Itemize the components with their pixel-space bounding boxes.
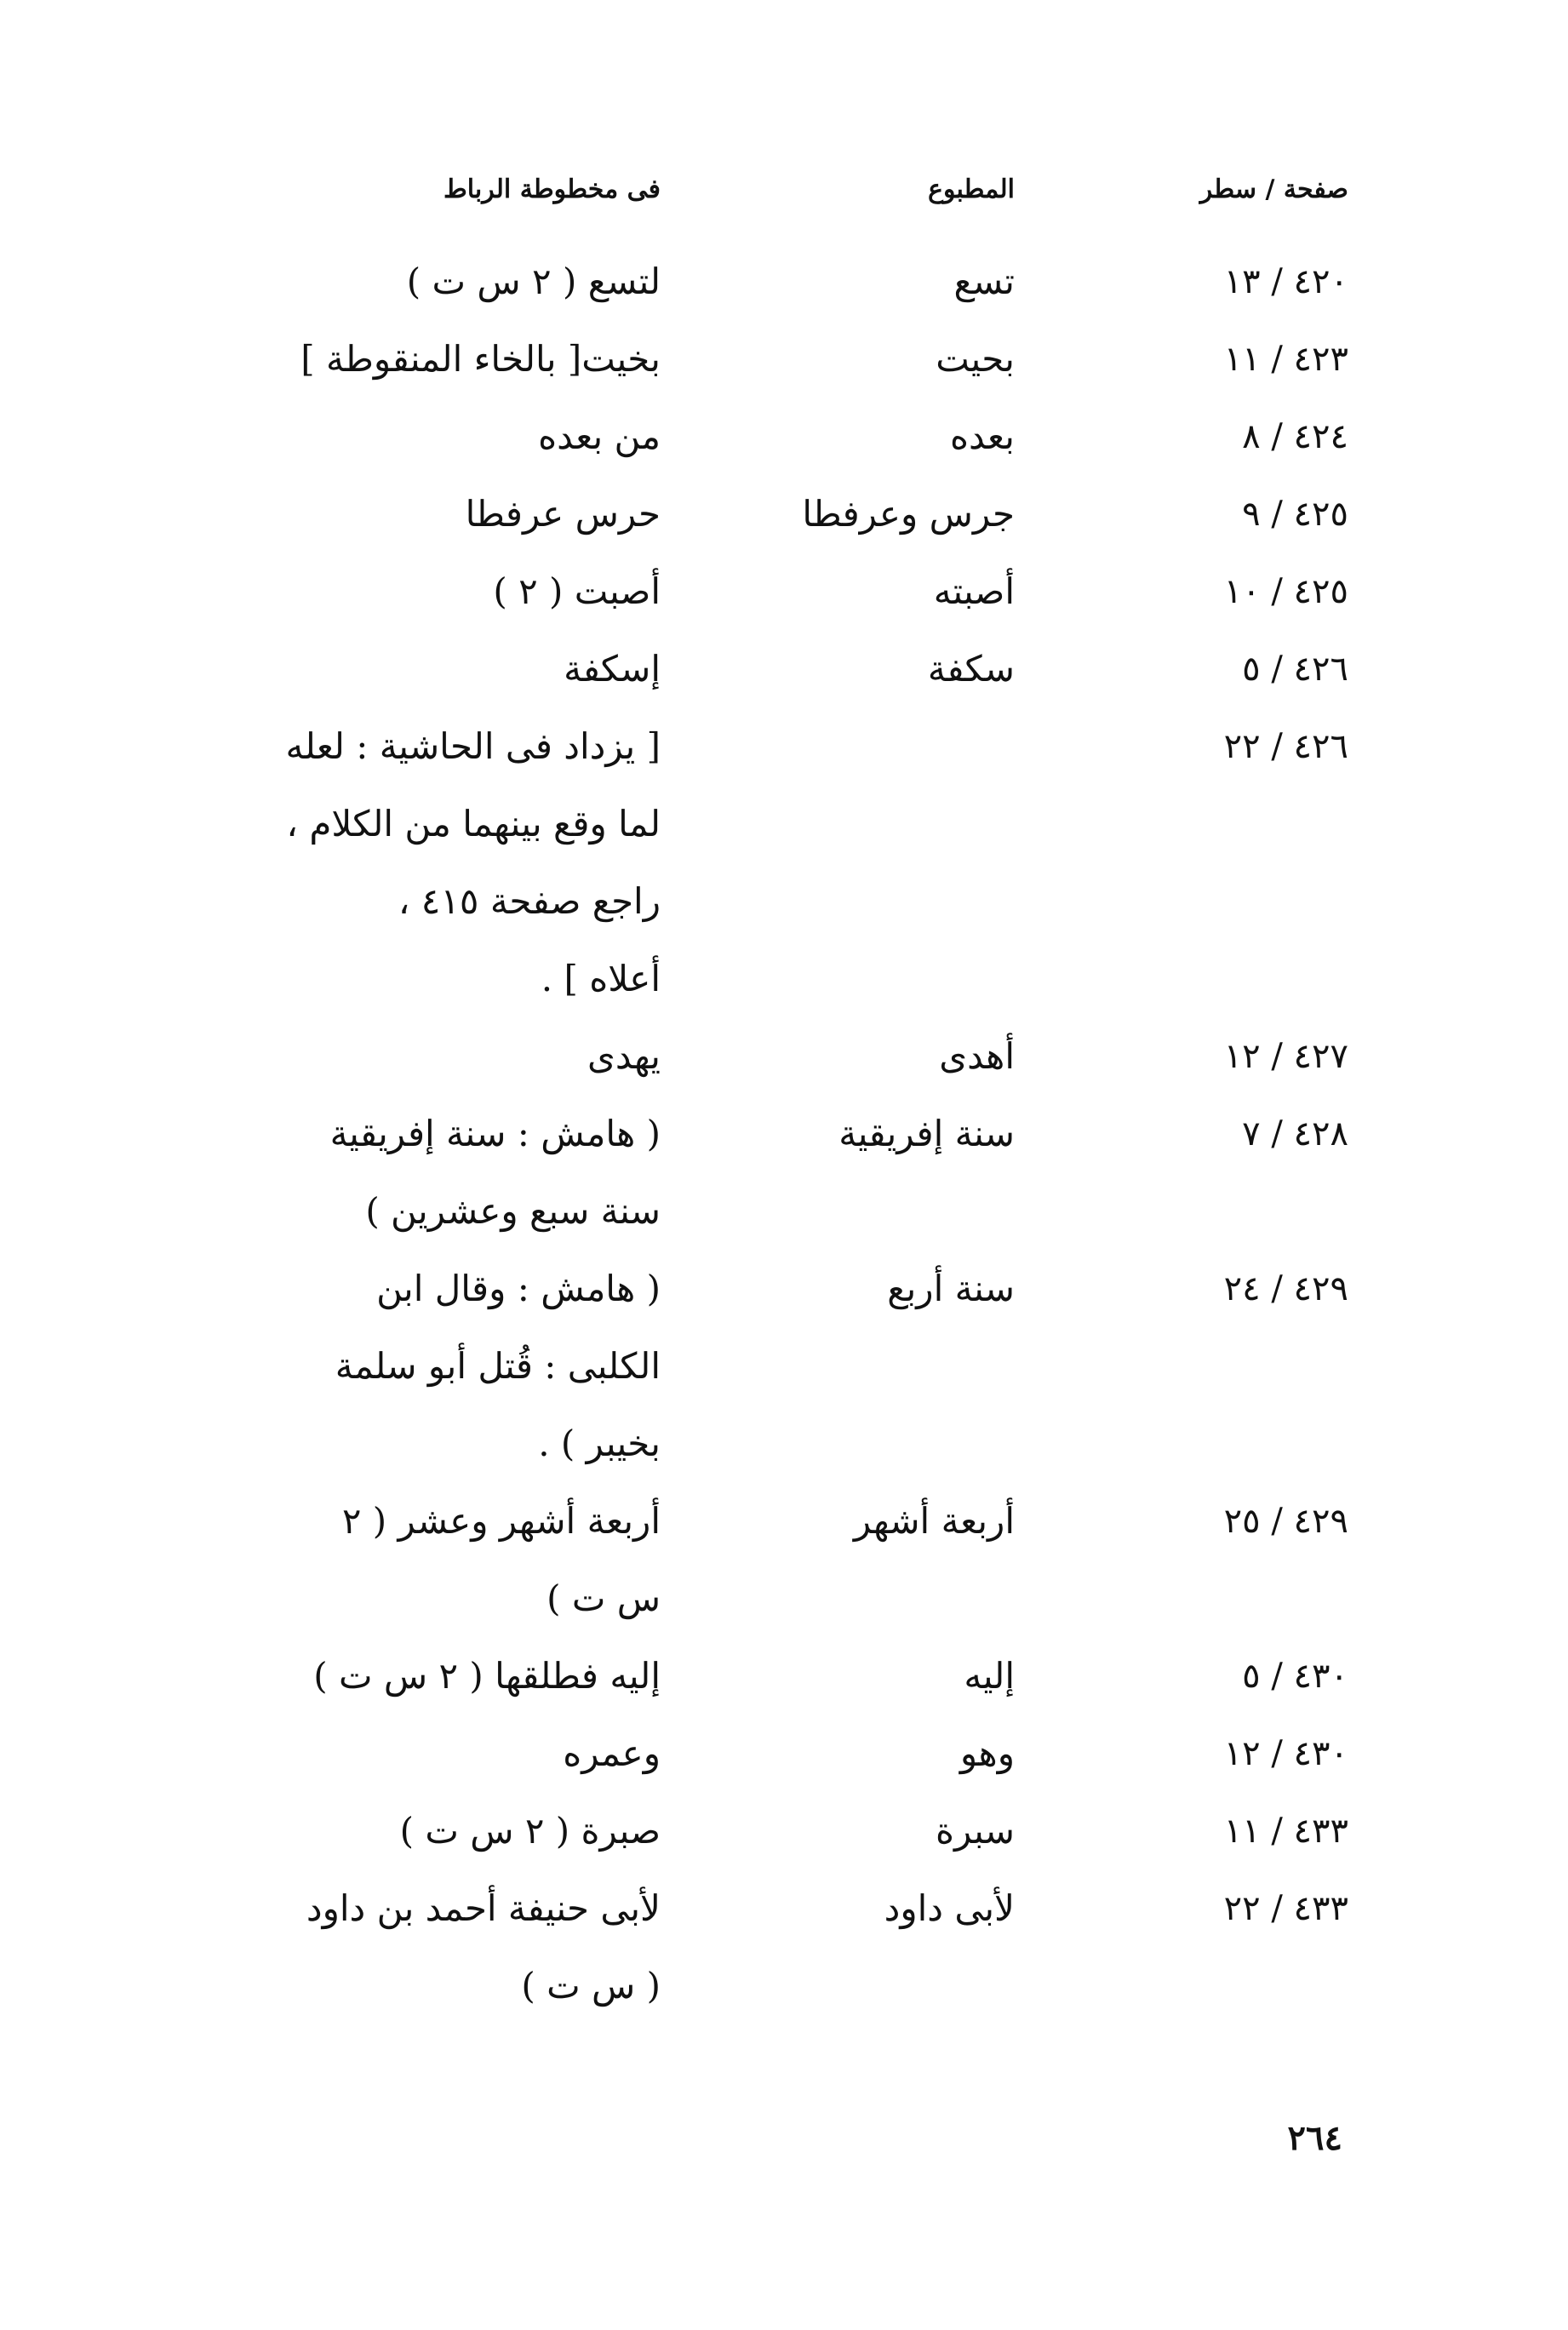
row-printed-text: بحيت	[936, 338, 1015, 380]
row-manuscript-text: يهدى	[587, 1035, 661, 1077]
row-reference: ٤٢٦ / ٢٢	[1223, 727, 1348, 766]
row-manuscript-text: وعمره	[563, 1732, 661, 1774]
row-reference: ٤٢٣ / ١١	[1223, 340, 1348, 379]
row-manuscript-text: بخيت[ بالخاء المنقوطة ]	[300, 338, 661, 380]
row-printed-text: سكفة	[927, 648, 1015, 690]
row-manuscript-text: لما وقع بينهما من الكلام ،	[286, 803, 661, 844]
row-manuscript-text: حرس عرفطا	[465, 493, 661, 535]
row-manuscript-text: إسكفة	[564, 648, 661, 690]
row-reference: ٤٢٨ / ٧	[1242, 1114, 1348, 1154]
row-reference: ٤٢٧ / ١٢	[1223, 1037, 1348, 1076]
row-manuscript-text: أصبت ( ٢ )	[493, 570, 661, 612]
row-printed-text: أربعة أشهر	[853, 1500, 1015, 1542]
row-manuscript-text: لأبى حنيفة أحمد بن داود	[306, 1887, 661, 1929]
row-reference: ٤٣٠ / ٥	[1242, 1657, 1348, 1696]
row-manuscript-text: ( س ت )	[521, 1965, 661, 2007]
header-manuscript: فى مخطوطة الرباط	[444, 175, 661, 204]
row-reference: ٤٣٣ / ٢٢	[1223, 1889, 1348, 1928]
page-number: ٢٦٤	[1287, 2118, 1342, 2158]
row-printed-text: سنة إفريقية	[838, 1113, 1015, 1154]
row-reference: ٤٢٩ / ٢٥	[1223, 1502, 1348, 1541]
row-manuscript-text: [ يزداد فى الحاشية : لعله	[285, 725, 661, 767]
header-printed: المطبوع	[928, 175, 1015, 204]
row-reference: ٤٢٥ / ١٠	[1223, 572, 1348, 611]
row-printed-text: إليه	[964, 1655, 1015, 1697]
row-reference: ٤٢٥ / ٩	[1242, 495, 1348, 534]
row-manuscript-text: صبرة ( ٢ س ت )	[399, 1810, 661, 1852]
row-manuscript-text: أربعة أشهر وعشر ( ٢	[341, 1500, 661, 1542]
row-reference: ٤٢٩ / ٢٤	[1223, 1269, 1348, 1308]
row-reference: ٤٢٤ / ٨	[1242, 417, 1348, 456]
row-printed-text: بعده	[949, 415, 1015, 457]
row-manuscript-text: من بعده	[538, 415, 661, 457]
row-manuscript-text: ( هامش : وقال ابن	[376, 1268, 661, 1309]
row-manuscript-text: راجع صفحة ٤١٥ ،	[398, 880, 661, 922]
row-printed-text: أهدى	[939, 1035, 1015, 1077]
row-printed-text: جرس وعرفطا	[802, 493, 1015, 535]
row-printed-text: لأبى داود	[884, 1887, 1015, 1929]
row-printed-text: أصبته	[933, 570, 1015, 612]
row-reference: ٤٢٠ / ١٣	[1223, 262, 1348, 301]
row-manuscript-text: إليه فطلقها ( ٢ س ت )	[313, 1655, 661, 1697]
row-manuscript-text: أعلاه ] .	[541, 958, 661, 999]
header-reference: صفحة / سطر	[1199, 175, 1348, 204]
row-manuscript-text: لتسع ( ٢ س ت )	[406, 260, 661, 302]
row-printed-text: وهو	[959, 1732, 1015, 1774]
row-manuscript-text: الكلبى : قُتل أبو سلمة	[335, 1345, 661, 1387]
row-manuscript-text: ( هامش : سنة إفريقية	[329, 1113, 661, 1154]
row-reference: ٤٣٣ / ١١	[1223, 1812, 1348, 1851]
row-manuscript-text: س ت )	[547, 1577, 661, 1619]
row-reference: ٤٣٠ / ١٢	[1223, 1734, 1348, 1773]
row-printed-text: سبرة	[935, 1810, 1015, 1852]
row-printed-text: تسع	[953, 260, 1015, 302]
row-reference: ٤٢٦ / ٥	[1242, 650, 1348, 689]
row-manuscript-text: بخيبر ) .	[538, 1423, 661, 1464]
row-printed-text: سنة أربع	[887, 1268, 1015, 1309]
row-manuscript-text: سنة سبع وعشرين )	[365, 1190, 661, 1232]
